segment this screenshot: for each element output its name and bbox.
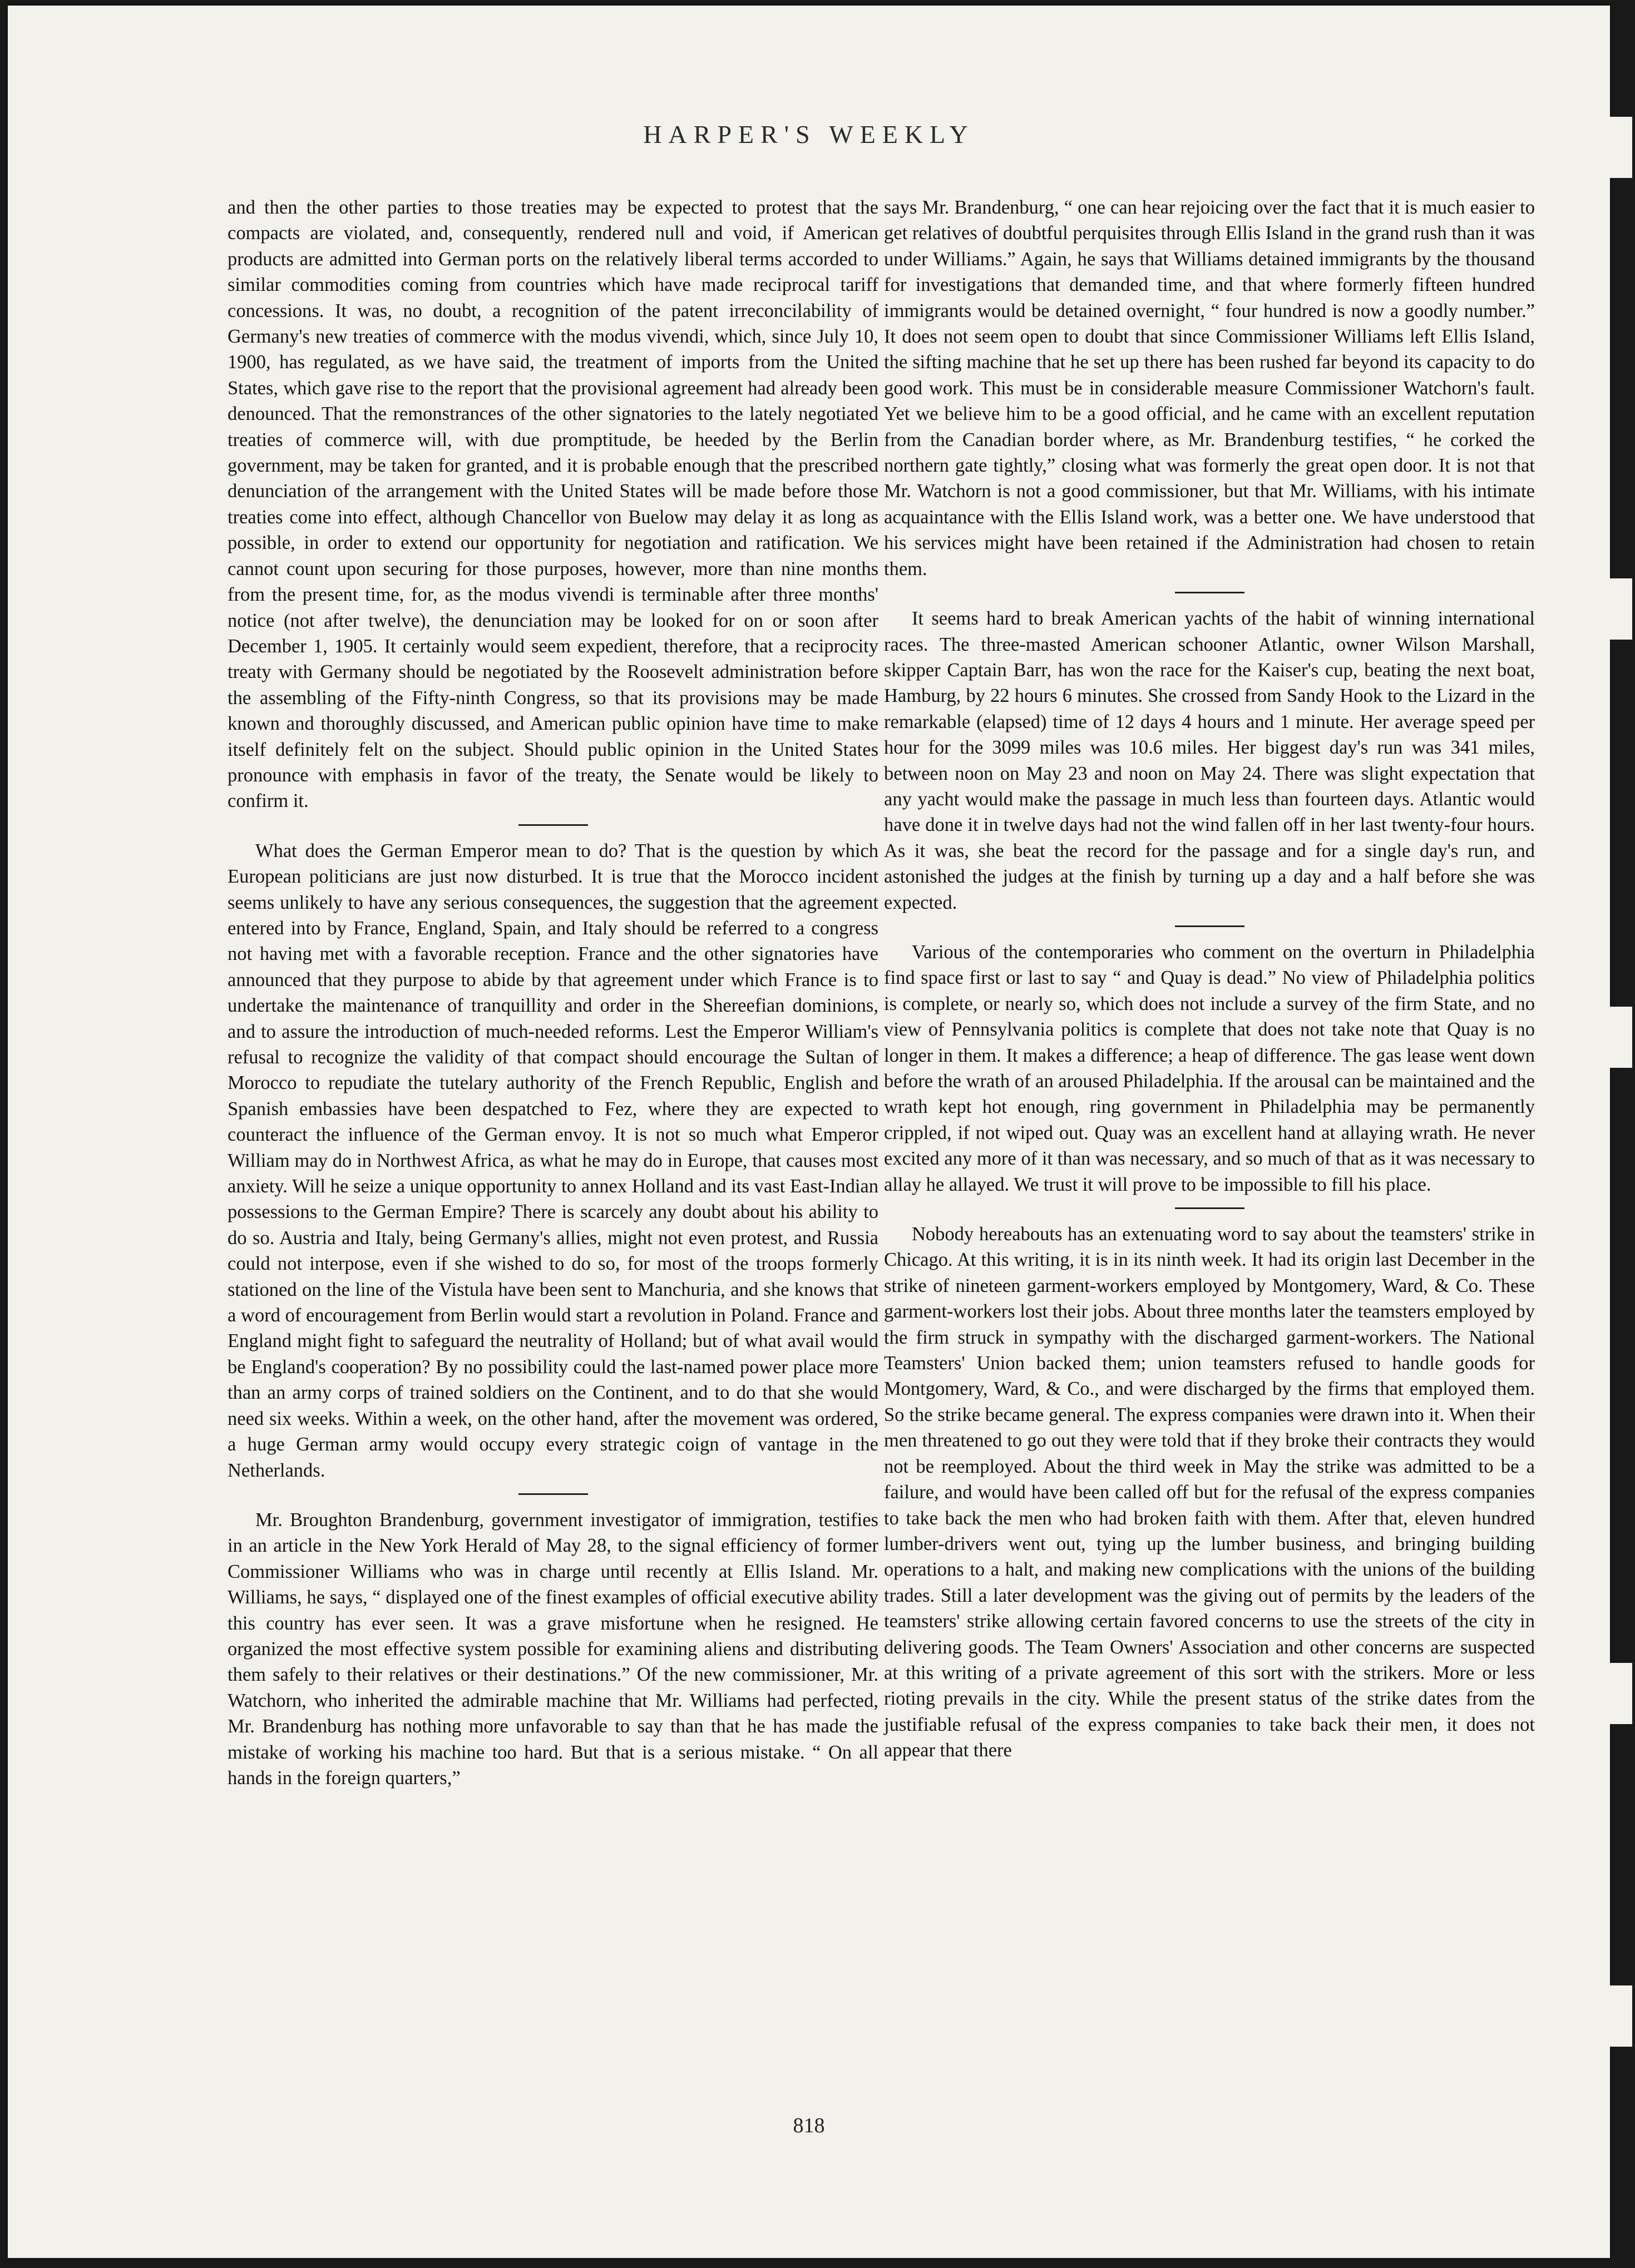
left-column (228, 195, 878, 1791)
paragraph: Nobody hereabouts has an extenuating word to say about the teamsters' strike in Chicago. At this writing, it is in its ninth week. It had its origin last December in the strike of nineteen garment-workers employed by Montgomery, Ward, & Co. These garment-workers lost their jobs. About three months later the teamsters employed by the firm struck in sympathy with the discharged garment-workers. The National Teamsters' Union backed them; union teamsters refused to handle goods for Montgomery, Ward, & Co., and were discharged by the firms that employed them. So the strike became general. The express companies were drawn into it. When their men threatened to go out they were told that if they broke their contracts they would not be reemployed. About the third week in May the strike was admitted to be a failure, and would have been called off but for the refusal of the express companies to take back the men who had broken faith with them. After that, eleven hundred lumber-drivers went out, tying up the lumber business, and bringing building operations to a halt, and making new complications with the unions of the building trades. Still a later development was the giving out of permits by the leaders of the teamsters' strike allowing certain favored concerns to use the streets of the city in delivering goods. The Team Owners' Association and other concerns are suspected at this writing of a private agreement of this sort with the strikers. More or less rioting prevails in the city. While the present status of the strike dates from the justifiable refusal of the express companies to take back their men, it does not appear that there (884, 1224, 1535, 1761)
page-edge-tab (1599, 1663, 1632, 1724)
right-column (884, 195, 1535, 1764)
section-divider (518, 824, 588, 826)
section-divider (518, 1493, 588, 1495)
paragraph: Mr. Broughton Brandenburg, government investigator of immigration, testifies in an article in the New York Herald of May 28, to the signal efficiency of former Commissioner Williams who was in charge until recently at Ellis Island. Mr. Williams, he says, “ displayed one of the finest examples of official executive ability this country has ever seen. It was a grave misfortune when he resigned. He organized the most effective system possible for examining aliens and distributing them safely to their relatives or their destinations.” Of the new commissioner, Mr. Watchorn, who inherited the admirable machine that Mr. Williams had perfected, Mr. Brandenburg has nothing more unfavorable to say than that he has made the mistake of working his machine too hard. But that is a serious mistake. “ On all hands in the foreign quarters,” (228, 1509, 878, 1789)
section-divider (1175, 1207, 1244, 1209)
page-number: 818 (793, 2114, 825, 2137)
page-edge-tab (1599, 1985, 1632, 2047)
page-edge-tab (1599, 1007, 1632, 1068)
page-header: HARPER'S WEEKLY (643, 120, 975, 148)
page-edge-tab (1599, 578, 1632, 640)
section-divider (1175, 592, 1244, 593)
paragraph: says Mr. Brandenburg, “ one can hear rejoicing over the fact that it is much easier to get relatives of doubtful perquisites through Ellis Island in the grand rush than it was under Williams.” Again, he says that Williams detained immigrants by the thousand for investigations that demanded time, and that where formerly fifteen hundred immigrants would be detained overnight, “ four hundred is now a goodly number.” It does not seem open to doubt that since Commissioner Williams left Ellis Island, the sifting machine that he set up there has been rushed far beyond its capacity to do good work. This must be in considerable measure Commissioner Watchorn's fault. Yet we believe him to be a good official, and he came with an excellent reputation from the Canadian border where, as Mr. Brandenburg testifies, “ he corked the northern gate tightly,” closing what was formerly the great open door. It is not that Mr. Watchorn is not a good commissioner, but that Mr. Williams, with his intimate acquaintance with the Ellis Island work, was a better one. We have understood that his services might have been retained if the Administration had chosen to retain them. (884, 197, 1535, 580)
paragraph: Various of the contemporaries who comment on the overturn in Philadelphia find space first or last to say “ and Quay is dead.” No view of Philadelphia politics is complete, or nearly so, which does not include a survey of the firm State, and no view of Pennsylvania politics is complete that does not take note that Quay is no longer in them. It makes a difference; a heap of difference. The gas lease went down before the wrath of an aroused Philadelphia. If the arousal can be maintained and the wrath kept hot enough, ring government in Philadelphia may be permanently crippled, if not wiped out. Quay was an excellent hand at allaying wrath. He never excited any more of it than was necessary, and so much of that as it was necessary to allay he allayed. We trust it will prove to be impossible to fill his place. (884, 941, 1535, 1195)
paragraph: It seems hard to break American yachts of the habit of winning international races. The three-masted American schooner Atlantic, owner Wilson Marshall, skipper Captain Barr, has won the race for the Kaiser's cup, beating the next boat, Hamburg, by 22 hours 6 minutes. She crossed from Sandy Hook to the Lizard in the remarkable (elapsed) time of 12 days 4 hours and 1 minute. Her average speed per hour for the 3099 miles was 10.6 miles. Her biggest day's run was 341 miles, between noon on May 23 and noon on May 24. There was slight expectation that any yacht would make the passage in much less than fourteen days. Atlantic would have done it in twelve days had not the wind fallen off in her last twenty-four hours. As it was, she beat the record for the passage and for a single day's run, and astonished the judges at the finish by turning up a day and a half before she was expected. (884, 608, 1535, 913)
section-divider (1175, 925, 1244, 927)
magazine-page (8, 6, 1610, 2258)
paragraph: and then the other parties to those treaties may be expected to protest that the compacts are violated, and, consequently, rendered null and void, if American products are admitted into German ports on the relatively liberal terms accorded to similar commodities coming from countries which have made reciprocal tariff concessions. It was, no doubt, a recognition of the patent irreconcilability of Germany's new treaties of commerce with the modus vivendi, which, since July 10, 1900, has regulated, as we have said, the treatment of imports from the United States, which gave rise to the report that the provisional agreement had already been denounced. That the remonstrances of the other signatories to the lately negotiated treaties of commerce will, with due promptitude, be heeded by the Berlin government, may be taken for granted, and it is probable enough that the prescribed denunciation of the arrangement with the United States will be made before those treaties come into effect, although Chancellor von Buelow may delay it as long as possible, in order to extend our opportunity for negotiation and ratification. We cannot count upon securing for those purposes, however, more than nine months from the present time, for, as the modus vivendi is terminable after three months' notice (not after twelve), the denunciation may be looked for on or soon after December 1, 1905. It certainly would seem expedient, therefore, that a reciprocity treaty with Germany should be negotiated by the Roosevelt administration before the assembling of the Fifty-ninth Congress, so that its provisions may be made known and thoroughly discussed, and American public opinion have time to make itself definitely felt on the subject. Should public opinion in the United States pronounce with emphasis in favor of the treaty, the Senate would be likely to confirm it. (228, 197, 878, 812)
paragraph: What does the German Emperor mean to do? That is the question by which European politicians are just now disturbed. It is true that the Morocco incident seems unlikely to have any serious consequences, the suggestion that the agreement entered into by France, England, Spain, and Italy should be referred to a congress not having met with a favorable reception. France and the other signatories have announced that they purpose to abide by that agreement under which France is to undertake the maintenance of tranquillity and order in the Shereefian dominions, and to assure the introduction of much-needed reforms. Lest the Emperor William's refusal to recognize the validity of that compact should encourage the Sultan of Morocco to repudiate the tutelary authority of the French Republic, English and Spanish embassies have been despatched to Fez, where they are expected to counteract the influence of the German envoy. It is not so much what Emperor William may do in Northwest Africa, as what he may do in Europe, that causes most anxiety. Will he seize a unique opportunity to annex Holland and its vast East-Indian possessions to the German Empire? There is scarcely any doubt about his ability to do so. Austria and Italy, being Germany's allies, might not even protest, and Russia could not interpose, even if she wished to do so, for most of the troops formerly stationed on the line of the Vistula have been sent to Manchuria, and she knows that a word of encouragement from Berlin would start a revolution in Poland. France and England might fight to safeguard the neutrality of Holland; but of what avail would be England's cooperation? By no possibility could the last-named power place more than an army corps of trained soldiers on the Continent, and to do that she would need six weeks. Within a week, on the other hand, after the movement was ordered, a huge German army would occupy every strategic coign of vantage in the Netherlands. (228, 840, 878, 1481)
